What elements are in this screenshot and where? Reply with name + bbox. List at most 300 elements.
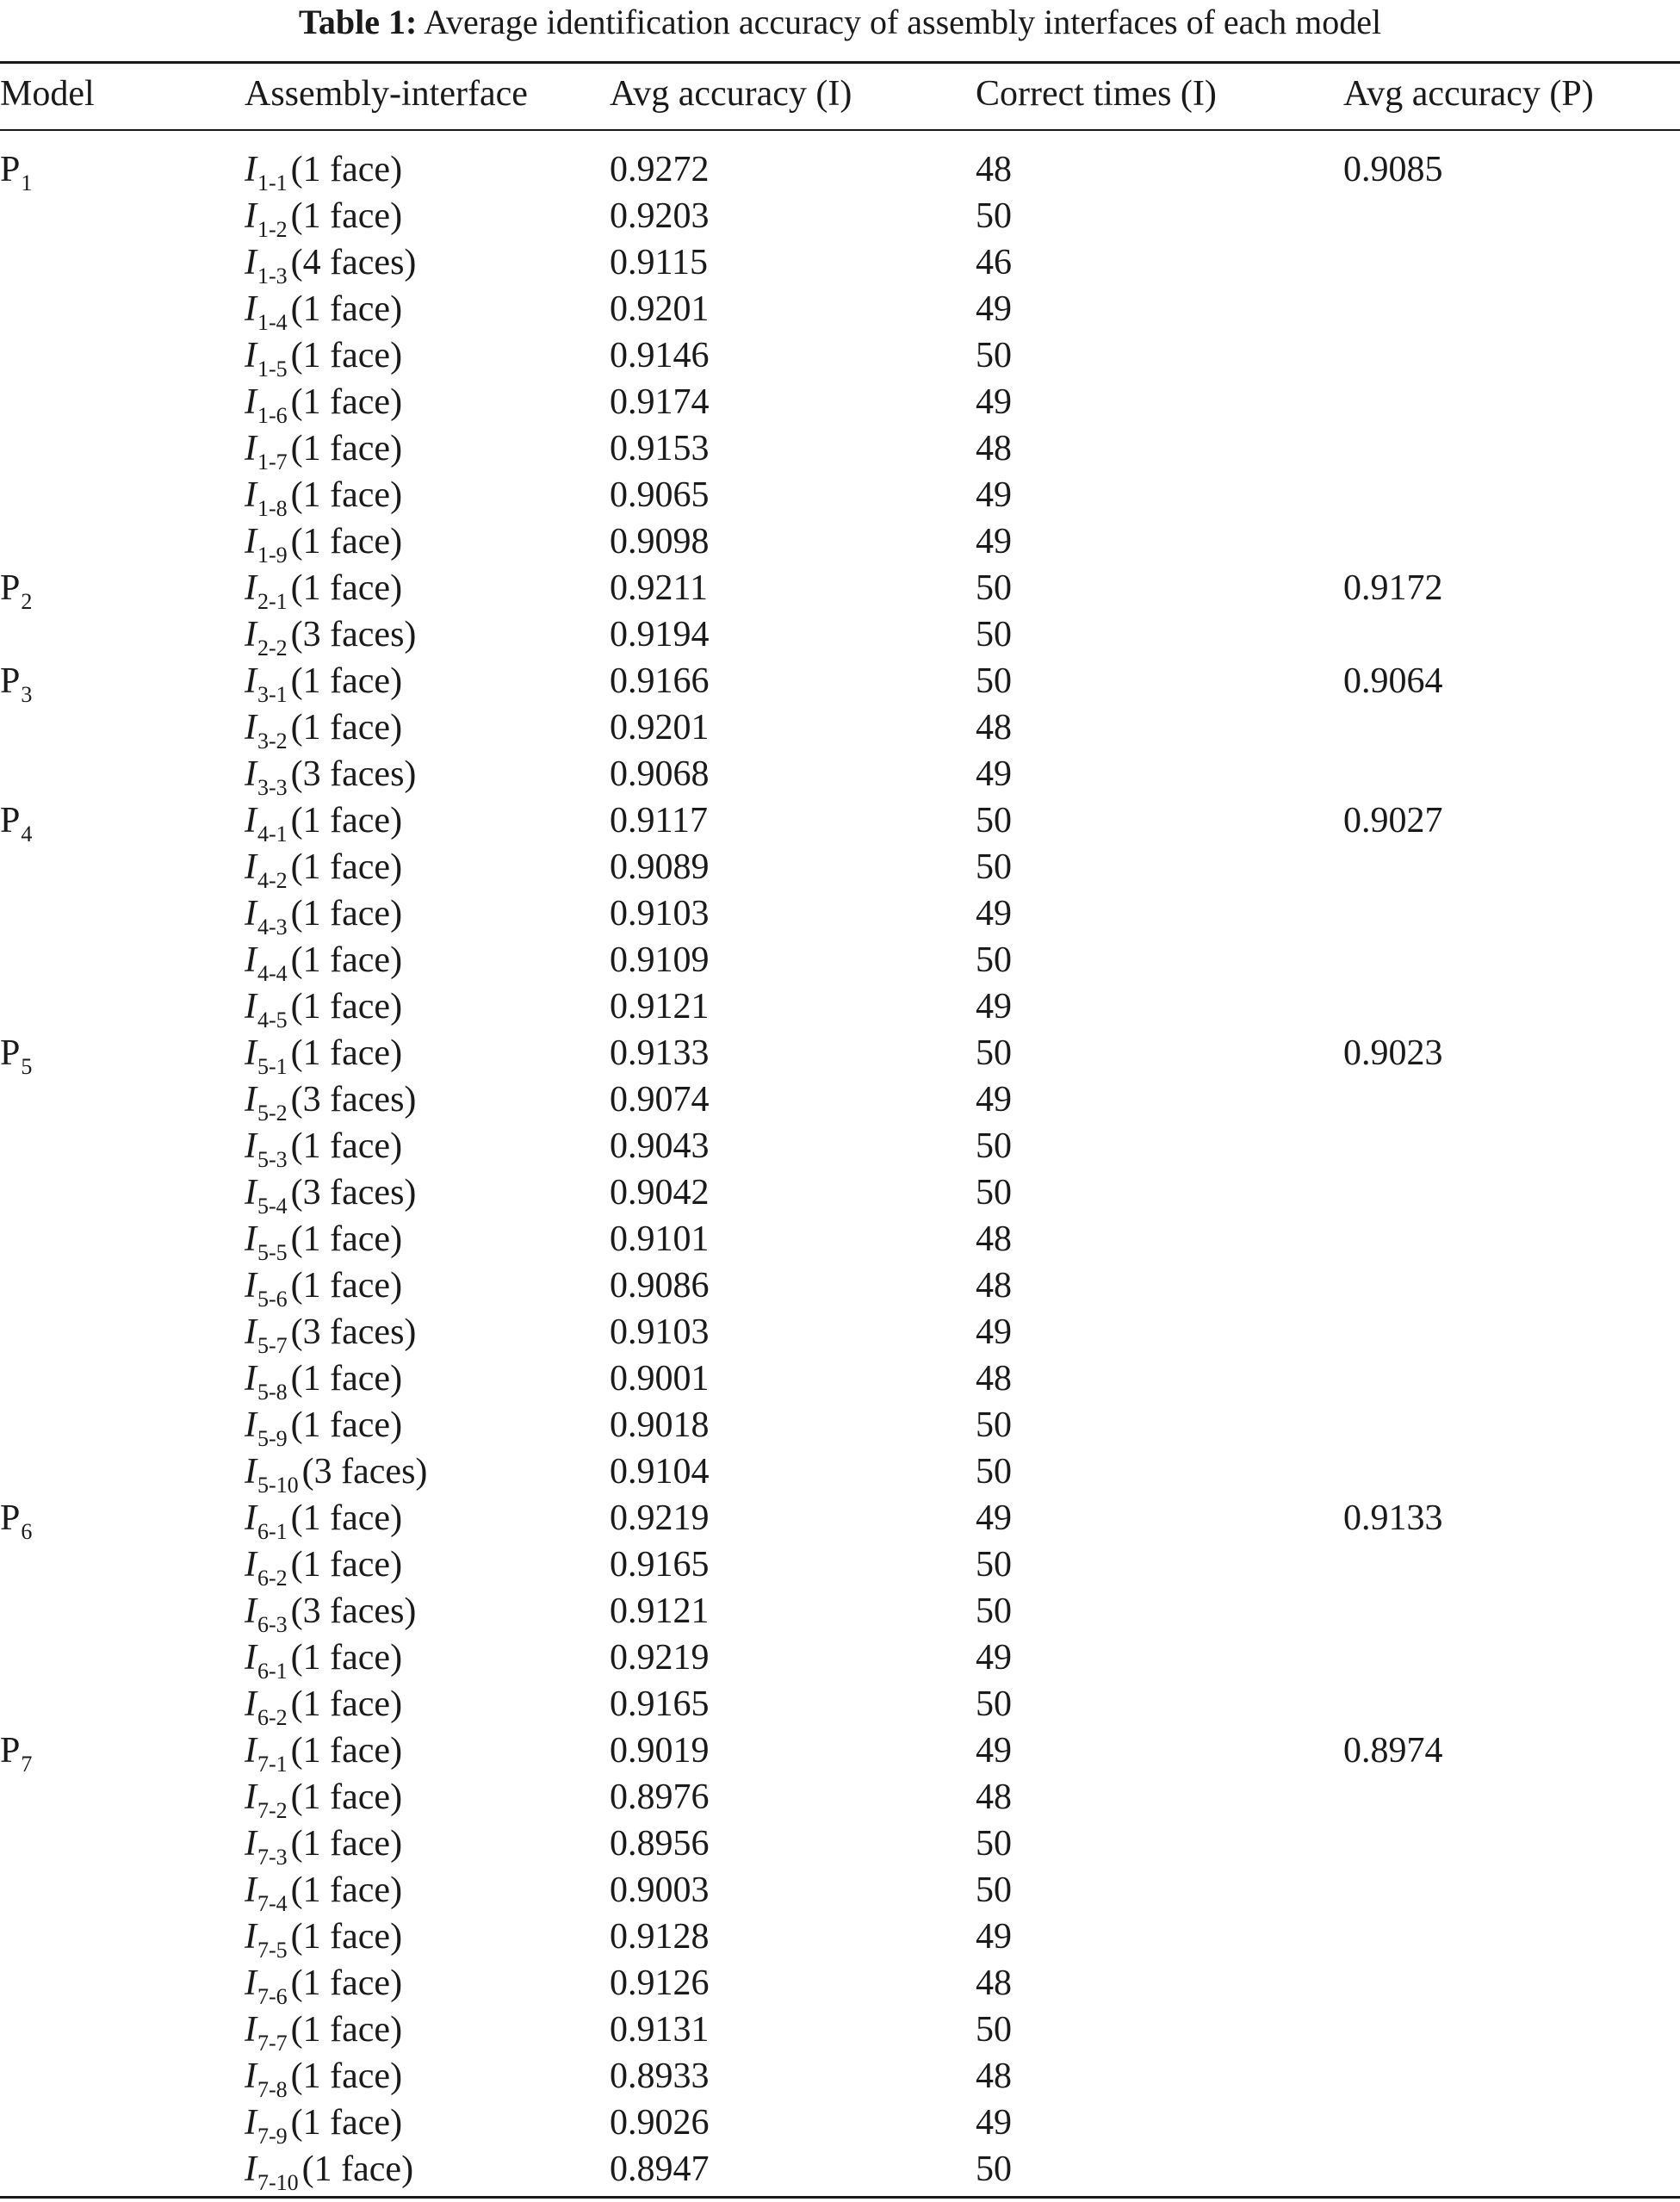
cell-avg-accuracy-i: 0.9131 xyxy=(610,2010,710,2050)
table-row xyxy=(0,1076,1680,1126)
interface-faces: (1 face) xyxy=(290,2056,403,2096)
interface-faces: (1 face) xyxy=(301,2149,414,2189)
interface-subscript: 1-8 xyxy=(257,496,288,521)
table-header-rule xyxy=(0,129,1680,131)
cell-correct-times-i: 49 xyxy=(976,1638,1012,1678)
table-row xyxy=(0,286,1680,335)
cell-correct-times-i: 50 xyxy=(976,2149,1012,2189)
interface-faces: (3 faces) xyxy=(290,615,417,654)
cell-avg-accuracy-i: 0.9219 xyxy=(610,1638,710,1678)
interface-symbol: I xyxy=(245,336,257,375)
table-top-rule xyxy=(0,61,1680,64)
table-row xyxy=(0,518,1680,568)
table-row xyxy=(0,704,1680,754)
cell-assembly-interface xyxy=(245,146,402,197)
cell-assembly-interface xyxy=(245,1030,402,1081)
cell-avg-accuracy-i: 0.9133 xyxy=(610,1033,710,1073)
cell-assembly-interface xyxy=(245,1309,416,1360)
cell-correct-times-i: 50 xyxy=(976,801,1012,840)
interface-subscript: 6-1 xyxy=(257,1659,288,1684)
cell-avg-accuracy-i: 0.9042 xyxy=(610,1173,710,1213)
interface-subscript: 5-3 xyxy=(257,1147,288,1172)
interface-symbol: I xyxy=(245,1917,257,1957)
interface-faces: (1 face) xyxy=(290,940,403,980)
model-subscript: 4 xyxy=(21,822,33,847)
cell-assembly-interface xyxy=(245,658,402,709)
caption-text: Average identification accuracy of assembly interfaces of each model xyxy=(424,3,1382,41)
cell-avg-accuracy-i: 0.9272 xyxy=(610,150,710,189)
interface-faces: (1 face) xyxy=(290,336,403,375)
cell-assembly-interface xyxy=(245,1541,402,1592)
interface-symbol: I xyxy=(245,1684,257,1724)
table-row xyxy=(0,1821,1680,1870)
interface-symbol: I xyxy=(245,1777,257,1817)
interface-symbol: I xyxy=(245,1452,257,1492)
interface-subscript: 3-1 xyxy=(257,682,288,707)
interface-symbol: I xyxy=(245,243,257,282)
interface-subscript: 7-8 xyxy=(257,2077,288,2102)
cell-correct-times-i: 50 xyxy=(976,1824,1012,1864)
interface-symbol: I xyxy=(245,1963,257,2003)
table-row xyxy=(0,379,1680,428)
cell-avg-accuracy-i: 0.9219 xyxy=(610,1498,710,1538)
cell-assembly-interface xyxy=(245,1960,402,2011)
header-correct-times-i: Correct times (I) xyxy=(976,74,1217,114)
model-letter: P xyxy=(0,568,21,608)
cell-assembly-interface xyxy=(245,425,402,476)
table-row xyxy=(0,1355,1680,1405)
interface-subscript: 1-4 xyxy=(257,310,288,335)
model-subscript: 5 xyxy=(21,1054,33,1079)
cell-avg-accuracy-i: 0.9201 xyxy=(610,289,710,329)
interface-subscript: 7-4 xyxy=(257,1891,288,1916)
model-letter: P xyxy=(0,801,21,840)
cell-correct-times-i: 48 xyxy=(976,1963,1012,2003)
interface-subscript: 5-4 xyxy=(257,1194,288,1219)
cell-avg-accuracy-i: 0.9115 xyxy=(610,243,708,282)
cell-correct-times-i: 48 xyxy=(976,150,1012,189)
interface-faces: (1 face) xyxy=(290,522,403,561)
cell-assembly-interface xyxy=(245,1402,402,1453)
table-row xyxy=(0,1914,1680,1963)
table-row xyxy=(0,332,1680,379)
table-row xyxy=(0,472,1680,521)
interface-symbol: I xyxy=(245,382,257,422)
interface-faces: (1 face) xyxy=(290,2010,403,2050)
interface-subscript: 5-9 xyxy=(257,1426,288,1451)
cell-assembly-interface xyxy=(245,518,402,569)
cell-correct-times-i: 50 xyxy=(976,615,1012,654)
interface-faces: (1 face) xyxy=(290,1498,403,1538)
interface-subscript: 6-1 xyxy=(257,1519,288,1544)
interface-subscript: 1-1 xyxy=(257,171,288,195)
cell-assembly-interface xyxy=(245,1355,402,1406)
interface-symbol: I xyxy=(245,522,257,561)
interface-faces: (1 face) xyxy=(290,847,403,887)
interface-subscript: 7-3 xyxy=(257,1845,288,1870)
cell-assembly-interface xyxy=(245,1123,402,1174)
table-row xyxy=(0,1541,1680,1591)
cell-correct-times-i: 50 xyxy=(976,1405,1012,1445)
interface-subscript: 4-4 xyxy=(257,961,288,986)
interface-subscript: 5-7 xyxy=(257,1333,288,1358)
interface-subscript: 6-3 xyxy=(257,1612,288,1637)
cell-correct-times-i: 49 xyxy=(976,522,1012,561)
cell-avg-accuracy-i: 0.9126 xyxy=(610,1963,710,2003)
interface-faces: (1 face) xyxy=(290,1684,403,1724)
cell-correct-times-i: 50 xyxy=(976,661,1012,701)
cell-assembly-interface xyxy=(245,332,402,383)
interface-faces: (1 face) xyxy=(290,1731,403,1771)
interface-symbol: I xyxy=(245,754,257,794)
interface-subscript: 2-1 xyxy=(257,589,288,614)
table-row xyxy=(0,1774,1680,1821)
cell-assembly-interface xyxy=(245,983,402,1034)
interface-symbol: I xyxy=(245,475,257,515)
interface-faces: (3 faces) xyxy=(290,1591,417,1631)
cell-assembly-interface xyxy=(245,2100,402,2150)
cell-avg-accuracy-i: 0.9098 xyxy=(610,522,710,561)
cell-assembly-interface xyxy=(245,1727,402,1778)
cell-avg-accuracy-i: 0.9165 xyxy=(610,1684,710,1724)
table-row xyxy=(0,1262,1680,1312)
table-header-row xyxy=(0,71,1680,117)
interface-faces: (1 face) xyxy=(290,1824,403,1864)
cell-avg-accuracy-i: 0.9043 xyxy=(610,1126,710,1166)
cell-correct-times-i: 49 xyxy=(976,894,1012,934)
interface-subscript: 1-9 xyxy=(257,543,288,568)
cell-correct-times-i: 48 xyxy=(976,708,1012,747)
cell-assembly-interface xyxy=(245,1076,416,1127)
interface-faces: (3 faces) xyxy=(290,1312,417,1352)
interface-faces: (3 faces) xyxy=(290,754,417,794)
cell-correct-times-i: 48 xyxy=(976,1359,1012,1399)
interface-faces: (1 face) xyxy=(290,150,403,189)
cell-correct-times-i: 49 xyxy=(976,1312,1012,1352)
interface-faces: (1 face) xyxy=(290,289,403,329)
interface-symbol: I xyxy=(245,1731,257,1771)
cell-avg-accuracy-p: 0.9133 xyxy=(1343,1498,1443,1538)
interface-faces: (4 faces) xyxy=(290,243,417,282)
interface-faces: (1 face) xyxy=(290,1870,403,1910)
interface-faces: (3 faces) xyxy=(301,1452,428,1492)
interface-symbol: I xyxy=(245,661,257,701)
cell-correct-times-i: 49 xyxy=(976,289,1012,329)
interface-subscript: 1-6 xyxy=(257,403,288,428)
cell-assembly-interface xyxy=(245,2007,402,2057)
interface-subscript: 1-7 xyxy=(257,450,288,475)
table-row xyxy=(0,1169,1680,1219)
interface-faces: (1 face) xyxy=(290,1359,403,1399)
cell-avg-accuracy-i: 0.9201 xyxy=(610,708,710,747)
cell-correct-times-i: 49 xyxy=(976,1731,1012,1771)
cell-correct-times-i: 48 xyxy=(976,1266,1012,1306)
interface-subscript: 6-2 xyxy=(257,1705,288,1730)
cell-assembly-interface xyxy=(245,611,416,662)
model-subscript: 2 xyxy=(21,589,33,614)
interface-subscript: 7-6 xyxy=(257,1984,288,2009)
cell-assembly-interface xyxy=(245,937,402,988)
cell-avg-accuracy-i: 0.9109 xyxy=(610,940,710,980)
interface-symbol: I xyxy=(245,1545,257,1585)
table-row xyxy=(0,1216,1680,1265)
cell-avg-accuracy-p: 0.9085 xyxy=(1343,150,1443,189)
cell-correct-times-i: 50 xyxy=(976,568,1012,608)
model-subscript: 3 xyxy=(21,682,33,707)
cell-avg-accuracy-i: 0.8956 xyxy=(610,1824,710,1864)
interface-subscript: 7-1 xyxy=(257,1752,288,1777)
cell-correct-times-i: 48 xyxy=(976,1777,1012,1817)
cell-correct-times-i: 50 xyxy=(976,1173,1012,1213)
cell-assembly-interface xyxy=(245,472,402,523)
table-row xyxy=(0,1867,1680,1914)
cell-avg-accuracy-i: 0.9026 xyxy=(610,2103,710,2143)
cell-avg-accuracy-i: 0.9103 xyxy=(610,894,710,934)
table-row xyxy=(0,425,1680,475)
interface-symbol: I xyxy=(245,1173,257,1213)
interface-faces: (1 face) xyxy=(290,1219,403,1259)
interface-subscript: 4-5 xyxy=(257,1008,288,1033)
model-letter: P xyxy=(0,1498,21,1538)
table-row xyxy=(0,890,1680,940)
model-letter: P xyxy=(0,1033,21,1073)
table-row xyxy=(0,565,1680,614)
header-model: Model xyxy=(0,74,95,114)
model-subscript: 1 xyxy=(21,171,33,195)
cell-correct-times-i: 50 xyxy=(976,1545,1012,1585)
table-row xyxy=(0,1123,1680,1172)
interface-symbol: I xyxy=(245,1591,257,1631)
interface-symbol: I xyxy=(245,987,257,1027)
cell-correct-times-i: 48 xyxy=(976,429,1012,468)
cell-assembly-interface xyxy=(245,1262,402,1313)
interface-subscript: 7-2 xyxy=(257,1798,288,1823)
cell-avg-accuracy-p: 0.9172 xyxy=(1343,568,1443,608)
cell-correct-times-i: 50 xyxy=(976,1452,1012,1492)
interface-symbol: I xyxy=(245,2103,257,2143)
interface-subscript: 1-2 xyxy=(257,217,288,242)
interface-symbol: I xyxy=(245,1870,257,1910)
cell-avg-accuracy-i: 0.9019 xyxy=(610,1731,710,1771)
table-row xyxy=(0,797,1680,847)
cell-avg-accuracy-i: 0.9074 xyxy=(610,1080,710,1120)
interface-symbol: I xyxy=(245,2056,257,2096)
interface-faces: (1 face) xyxy=(290,1405,403,1445)
interface-symbol: I xyxy=(245,1033,257,1073)
interface-faces: (1 face) xyxy=(290,2103,403,2143)
interface-subscript: 4-1 xyxy=(257,822,288,847)
cell-assembly-interface xyxy=(245,1867,402,1918)
cell-correct-times-i: 50 xyxy=(976,336,1012,375)
interface-symbol: I xyxy=(245,1359,257,1399)
cell-model xyxy=(0,146,32,197)
cell-correct-times-i: 49 xyxy=(976,1080,1012,1120)
table-row xyxy=(0,1588,1680,1637)
cell-avg-accuracy-i: 0.9101 xyxy=(610,1219,710,1259)
table-row xyxy=(0,1030,1680,1079)
cell-avg-accuracy-i: 0.9068 xyxy=(610,754,710,794)
interface-symbol: I xyxy=(245,801,257,840)
cell-avg-accuracy-i: 0.9103 xyxy=(610,1312,710,1352)
table-bottom-rule xyxy=(0,2196,1680,2199)
cell-avg-accuracy-p: 0.9064 xyxy=(1343,661,1443,701)
interface-symbol: I xyxy=(245,196,257,236)
table-row xyxy=(0,1681,1680,1730)
interface-faces: (1 face) xyxy=(290,382,403,422)
cell-assembly-interface xyxy=(245,1914,402,1964)
cell-avg-accuracy-p: 0.9027 xyxy=(1343,801,1443,840)
interface-subscript: 3-3 xyxy=(257,775,288,800)
interface-faces: (1 face) xyxy=(290,894,403,934)
cell-avg-accuracy-i: 0.9128 xyxy=(610,1917,710,1957)
table-row xyxy=(0,1448,1680,1498)
interface-subscript: 5-8 xyxy=(257,1380,288,1405)
cell-model xyxy=(0,658,32,709)
cell-model xyxy=(0,565,32,616)
cell-assembly-interface xyxy=(245,797,402,848)
interface-symbol: I xyxy=(245,289,257,329)
cell-correct-times-i: 49 xyxy=(976,475,1012,515)
model-letter: P xyxy=(0,150,21,189)
interface-symbol: I xyxy=(245,2010,257,2050)
interface-faces: (1 face) xyxy=(290,1266,403,1306)
cell-avg-accuracy-i: 0.8976 xyxy=(610,1777,710,1817)
table-row xyxy=(0,658,1680,707)
interface-subscript: 5-2 xyxy=(257,1101,288,1126)
cell-avg-accuracy-i: 0.9146 xyxy=(610,336,710,375)
model-subscript: 6 xyxy=(21,1519,33,1544)
interface-symbol: I xyxy=(245,429,257,468)
cell-correct-times-i: 50 xyxy=(976,940,1012,980)
cell-correct-times-i: 46 xyxy=(976,243,1012,282)
cell-avg-accuracy-i: 0.9121 xyxy=(610,1591,710,1631)
cell-correct-times-i: 49 xyxy=(976,1917,1012,1957)
model-subscript: 7 xyxy=(21,1752,33,1777)
cell-assembly-interface xyxy=(245,1448,427,1499)
interface-subscript: 7-5 xyxy=(257,1938,288,1963)
cell-avg-accuracy-i: 0.8933 xyxy=(610,2056,710,2096)
cell-correct-times-i: 50 xyxy=(976,1126,1012,1166)
table-row xyxy=(0,2007,1680,2056)
interface-subscript: 5-1 xyxy=(257,1054,288,1079)
interface-faces: (1 face) xyxy=(290,708,403,747)
cell-avg-accuracy-i: 0.9086 xyxy=(610,1266,710,1306)
cell-avg-accuracy-i: 0.9165 xyxy=(610,1545,710,1585)
interface-symbol: I xyxy=(245,894,257,934)
cell-avg-accuracy-i: 0.9211 xyxy=(610,568,708,608)
table-row xyxy=(0,2100,1680,2149)
cell-avg-accuracy-i: 0.9018 xyxy=(610,1405,710,1445)
cell-avg-accuracy-i: 0.9121 xyxy=(610,987,710,1027)
interface-subscript: 4-3 xyxy=(257,915,288,940)
cell-assembly-interface xyxy=(245,193,402,244)
interface-subscript: 4-2 xyxy=(257,868,288,893)
table-caption xyxy=(0,2,1680,43)
interface-symbol: I xyxy=(245,615,257,654)
cell-correct-times-i: 50 xyxy=(976,847,1012,887)
cell-assembly-interface xyxy=(245,1588,416,1639)
cell-correct-times-i: 49 xyxy=(976,2103,1012,2143)
interface-subscript: 5-10 xyxy=(257,1473,299,1498)
table-row xyxy=(0,751,1680,800)
interface-subscript: 7-9 xyxy=(257,2124,288,2149)
table-row xyxy=(0,983,1680,1033)
cell-correct-times-i: 48 xyxy=(976,1219,1012,1259)
cell-assembly-interface xyxy=(245,1495,402,1546)
cell-correct-times-i: 50 xyxy=(976,1684,1012,1724)
cell-assembly-interface xyxy=(245,1634,402,1685)
table-row xyxy=(0,1495,1680,1544)
interface-symbol: I xyxy=(245,150,257,189)
cell-avg-accuracy-i: 0.9001 xyxy=(610,1359,710,1399)
cell-model xyxy=(0,797,32,848)
interface-faces: (1 face) xyxy=(290,429,403,468)
cell-assembly-interface xyxy=(245,565,402,616)
interface-subscript: 2-2 xyxy=(257,636,288,661)
cell-model xyxy=(0,1495,32,1546)
cell-assembly-interface xyxy=(245,890,402,941)
interface-faces: (1 face) xyxy=(290,661,403,701)
interface-faces: (1 face) xyxy=(290,1545,403,1585)
interface-symbol: I xyxy=(245,1638,257,1678)
cell-correct-times-i: 50 xyxy=(976,1591,1012,1631)
cell-avg-accuracy-i: 0.9065 xyxy=(610,475,710,515)
interface-subscript: 7-10 xyxy=(257,2170,299,2195)
cell-avg-accuracy-i: 0.9203 xyxy=(610,196,710,236)
table-row xyxy=(0,146,1680,193)
interface-faces: (1 face) xyxy=(290,987,403,1027)
interface-symbol: I xyxy=(245,1312,257,1352)
cell-avg-accuracy-i: 0.9003 xyxy=(610,1870,710,1910)
table-row xyxy=(0,1727,1680,1777)
interface-subscript: 1-3 xyxy=(257,264,288,288)
interface-faces: (1 face) xyxy=(290,801,403,840)
cell-assembly-interface xyxy=(245,704,402,755)
interface-subscript: 5-5 xyxy=(257,1240,288,1265)
header-avg-accuracy-i: Avg accuracy (I) xyxy=(610,74,852,114)
interface-symbol: I xyxy=(245,568,257,608)
interface-faces: (1 face) xyxy=(290,1917,403,1957)
cell-correct-times-i: 49 xyxy=(976,1498,1012,1538)
cell-correct-times-i: 50 xyxy=(976,1033,1012,1073)
interface-subscript: 5-6 xyxy=(257,1287,288,1312)
cell-avg-accuracy-i: 0.9194 xyxy=(610,615,710,654)
interface-subscript: 1-5 xyxy=(257,357,288,381)
cell-correct-times-i: 50 xyxy=(976,196,1012,236)
cell-correct-times-i: 50 xyxy=(976,1870,1012,1910)
cell-model xyxy=(0,1030,32,1081)
interface-subscript: 3-2 xyxy=(257,729,288,754)
model-letter: P xyxy=(0,1731,21,1771)
cell-assembly-interface xyxy=(245,286,402,337)
interface-subscript: 6-2 xyxy=(257,1566,288,1591)
cell-avg-accuracy-i: 0.8947 xyxy=(610,2149,710,2189)
table-row xyxy=(0,1960,1680,2007)
cell-assembly-interface xyxy=(245,1821,402,1871)
cell-assembly-interface xyxy=(245,844,402,895)
cell-assembly-interface xyxy=(245,1169,416,1220)
cell-correct-times-i: 49 xyxy=(976,382,1012,422)
cell-correct-times-i: 50 xyxy=(976,2010,1012,2050)
cell-assembly-interface xyxy=(245,1216,402,1267)
interface-symbol: I xyxy=(245,1498,257,1538)
interface-symbol: I xyxy=(245,1080,257,1120)
interface-faces: (1 face) xyxy=(290,568,403,608)
interface-symbol: I xyxy=(245,2149,257,2189)
model-letter: P xyxy=(0,661,21,701)
interface-symbol: I xyxy=(245,1219,257,1259)
cell-assembly-interface xyxy=(245,1774,402,1825)
